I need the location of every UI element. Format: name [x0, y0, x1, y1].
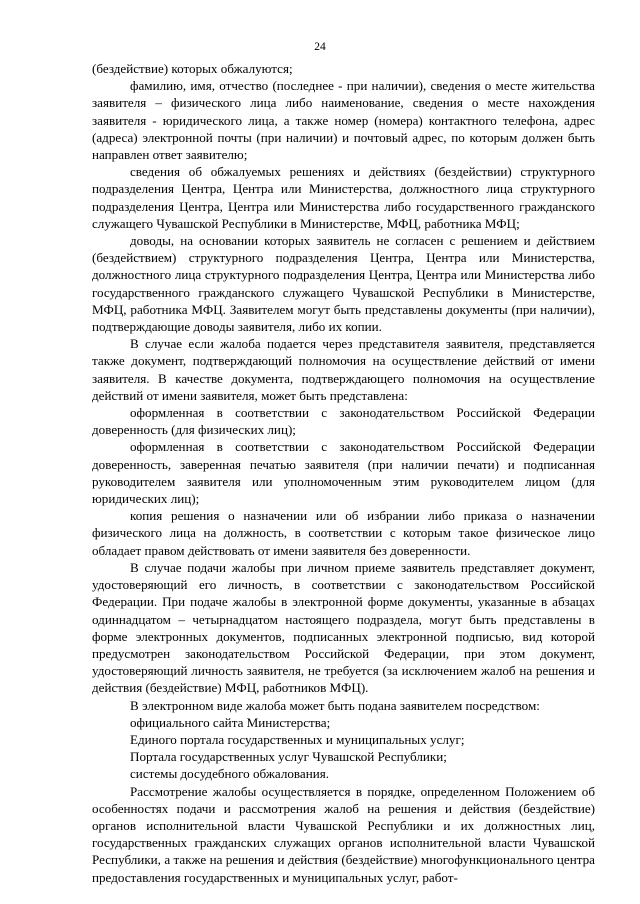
paragraph-power-of-attorney-individuals: оформленная в соответствии с законодательством Российской Федерации доверенность (для физических лиц); — [92, 405, 595, 438]
paragraph-representative: В случае если жалоба подается через представителя заявителя, представляется также документ, подтверждающий полномочия на осуществление действий от имени заявителя. В качестве документа, подтверждающего полномочия на осуществление действий от имени заявителя, может быть представлена: — [92, 336, 595, 403]
list-item-ministry-website: официального сайта Министерства; — [130, 714, 331, 730]
paragraph-continuation: (бездействие) которых обжалуются; — [92, 61, 293, 76]
list-item-chuvash-portal: Портала государственных услуг Чувашской Республики; — [130, 749, 447, 765]
list-item-unified-portal: Единого портала государственных и муниципальных услуг; — [130, 731, 465, 747]
paragraph-complaint-review: Рассмотрение жалобы осуществляется в порядке, определенном Положением об особенностях подачи и рассмотрения жалоб на решения и действия (бездействие) органов исполнительной власти Чувашской Республики и их должностных лиц, государственных гражданских служащих органов исполнительной власти Чувашской Республики, а также на решения и действия (бездействие) многофункционального центра предоставления государственных и муниципальных услуг, работ- — [92, 783, 595, 885]
paragraph-power-of-attorney-legal-entities: оформленная в соответствии с законодательством Российской Федерации доверенность, заверенная печатью заявителя (при наличии печати) и подписанная руководителем заявителя или уполномоченным этим руководителем лицом (для юридических лиц); — [92, 439, 595, 507]
paragraph-appealed-decisions: сведения об обжалуемых решениях и действиях (бездействии) структурного подразделения Центра, Центра или Министерства, должностного лица структурного подразделения Центра, Центра или Министерства либо государственного гражданского служащего Чувашской Республики в Министерстве, МФЦ, работника МФЦ; — [92, 164, 595, 231]
paragraph-arguments: доводы, на основании которых заявитель не согласен с решением и действием (бездействием) структурного подразделения Центра, Центра или Министерства, должностного лица структурного подразделения Центра, Центра или Министерства либо государственного гражданского служащего Чувашской Республики в Министерстве, МФЦ, работника МФЦ. Заявителем могут быть представлены документы (при наличии), подтверждающие доводы заявителя, либо их копии. — [92, 233, 595, 335]
paragraph-personal-reception: В случае подачи жалобы при личном приеме заявитель представляет документ, удостоверяющий его личность, в соответствии с законодательством Российской Федерации. При подаче жалобы в электронной форме документы, указанные в абзацах одиннадцатом – четырнадцатом настоящего подраздела, могут быть представлены в форме электронных документов, подписанных электронной подписью, вид которой предусмотрен законодательством Российской Федерации, при этом документ, удостоверяющий личность заявителя, не требуется (за исключением жалоб на решения и действия (бездействие) МФЦ, работников МФЦ). — [92, 559, 595, 696]
document-body — [92, 60, 595, 886]
paragraph-applicant-name: фамилию, имя, отчество (последнее - при наличии), сведения о месте жительства заявителя – физического лица либо наименование, сведения о месте нахождения заявителя - юридического лица, а также номер (номера) контактного телефона, адрес (адреса) электронной почты (при наличии) и почтовый адрес, по которым должен быть направлен ответ заявителю; — [92, 78, 595, 163]
paragraph-appointment-decision: копия решения о назначении или об избрании либо приказа о назначении физического лица на должность, в соответствии с которым такое физическое лицо обладает правом действовать от имени заявителя без доверенности. — [92, 508, 595, 558]
paragraph-electronic-submission: В электронном виде жалоба может быть подана заявителем посредством: — [130, 697, 540, 713]
page-number: 24 — [314, 41, 326, 53]
list-item-pretrial-system: системы досудебного обжалования. — [130, 766, 330, 782]
